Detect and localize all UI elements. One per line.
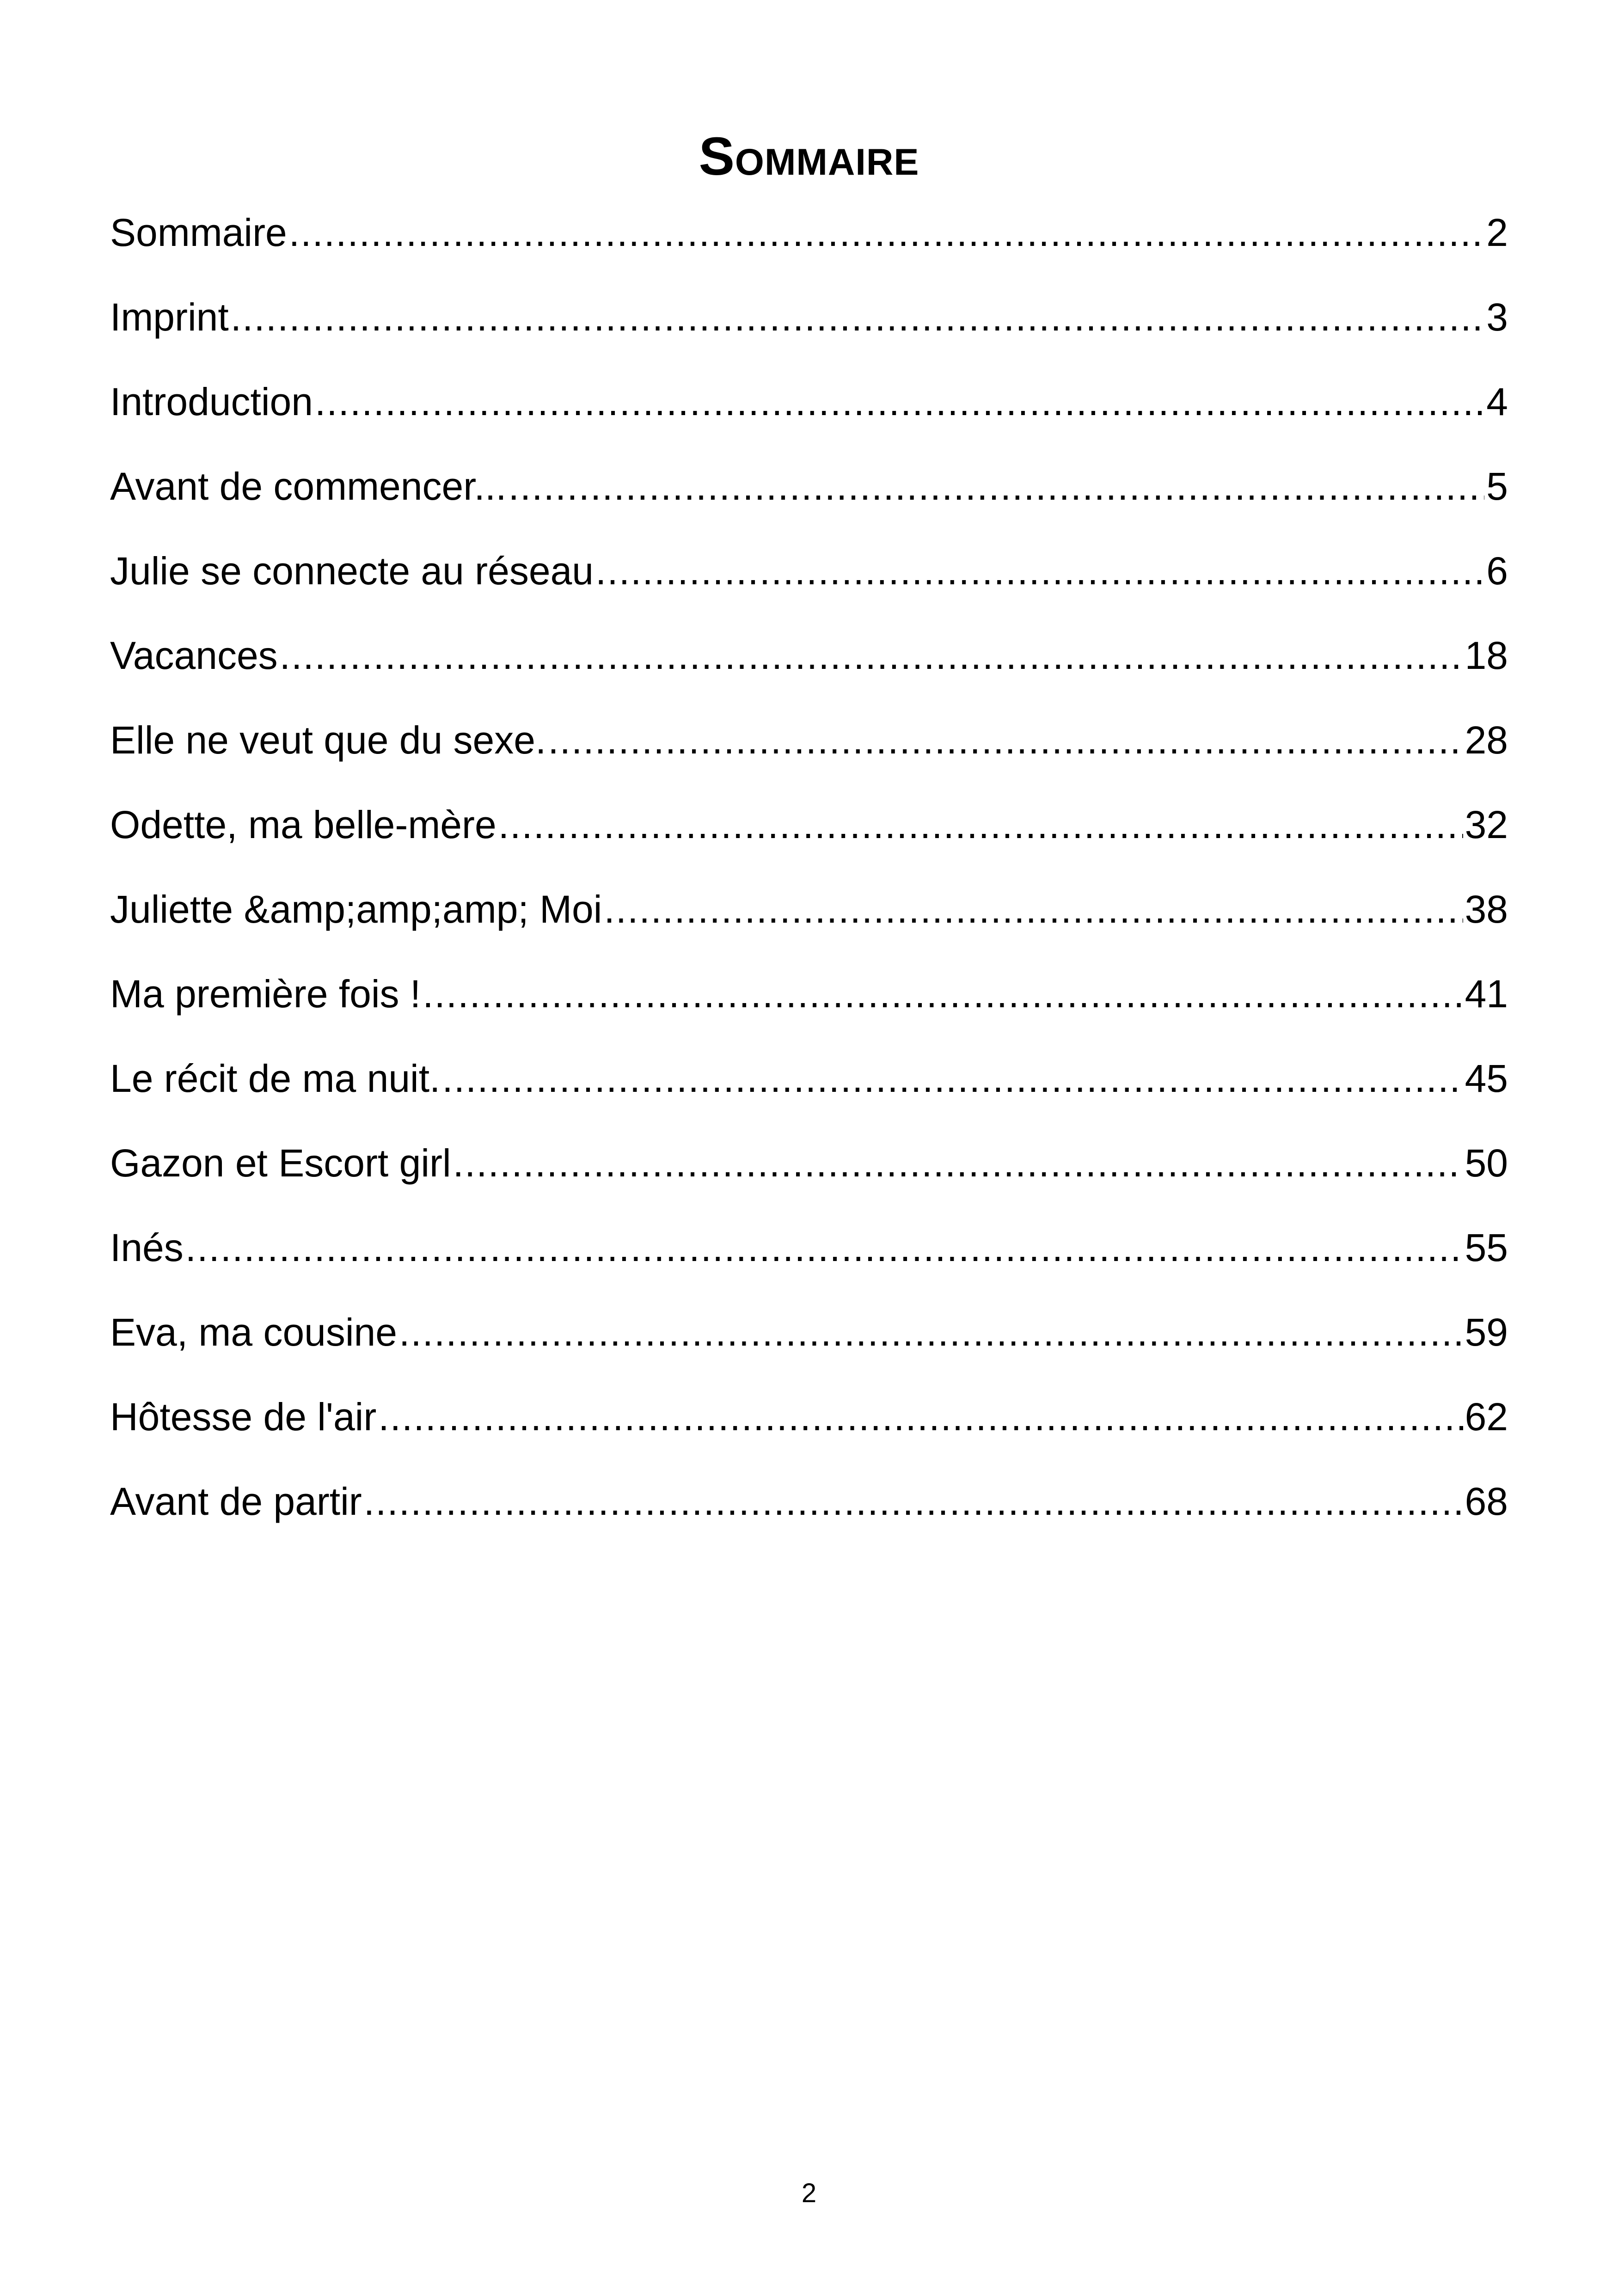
- toc-dot-leader: [364, 1471, 1463, 1531]
- toc-entry[interactable]: [110, 541, 1508, 625]
- toc-entry-page: 41: [1465, 972, 1508, 1016]
- toc-entry-page: 32: [1465, 803, 1508, 846]
- toc-dot-leader: [231, 287, 1485, 347]
- toc-dot-leader: [498, 795, 1463, 855]
- toc-entry-title: Introduction: [110, 380, 313, 423]
- toc-entry-title: Eva, ma cousine: [110, 1310, 397, 1354]
- toc-entry[interactable]: [110, 1133, 1508, 1218]
- toc-entry-page: 6: [1486, 549, 1508, 593]
- toc-entry-page: 62: [1465, 1395, 1508, 1439]
- toc-dot-leader: [453, 1133, 1463, 1193]
- toc-entry[interactable]: [110, 202, 1508, 287]
- toc-entry[interactable]: [110, 879, 1508, 964]
- toc-entry-title: Juliette &amp;amp;amp; Moi: [110, 888, 602, 931]
- toc-entry[interactable]: [110, 1218, 1508, 1302]
- toc-entry-title: Avant de partir: [110, 1480, 362, 1523]
- page-number: 2: [801, 2178, 817, 2208]
- toc-entry-title: Imprint: [110, 295, 229, 339]
- toc-entry-page: 3: [1486, 295, 1508, 339]
- toc-dot-leader: [289, 202, 1485, 263]
- toc-dot-leader: [604, 879, 1463, 939]
- toc-dot-leader: [509, 456, 1485, 516]
- toc-dot-leader: [378, 1387, 1463, 1447]
- toc-entry-page: 18: [1465, 634, 1508, 677]
- toc-entry-page: 28: [1465, 718, 1508, 762]
- toc-entry-title: Le récit de ma nuit.: [110, 1057, 441, 1100]
- toc-entry-title: Sommaire: [110, 211, 287, 254]
- toc-entry[interactable]: [110, 1302, 1508, 1387]
- toc-dot-leader: [595, 541, 1484, 601]
- toc-entry[interactable]: [110, 372, 1508, 456]
- toc-dot-leader: [423, 964, 1463, 1024]
- toc-entry-page: 68: [1465, 1480, 1508, 1523]
- toc-entry[interactable]: [110, 710, 1508, 795]
- toc-entry-title: Elle ne veut que du sexe.: [110, 718, 546, 762]
- page-title: Sommaire: [699, 126, 919, 186]
- toc-dot-leader: [399, 1302, 1463, 1362]
- toc-entry-title: Gazon et Escort girl: [110, 1141, 451, 1185]
- toc-entry-title: Avant de commencer...: [110, 465, 507, 508]
- toc-entry-page: 55: [1465, 1226, 1508, 1269]
- toc-entry-title: Odette, ma belle-mère: [110, 803, 496, 846]
- toc-entry[interactable]: [110, 964, 1508, 1048]
- toc-entry-page: 50: [1465, 1141, 1508, 1185]
- toc-entry-page: 5: [1486, 465, 1508, 508]
- toc-entry-page: 38: [1465, 888, 1508, 931]
- toc-entry-title: Vacances: [110, 634, 278, 677]
- toc-entry[interactable]: [110, 1048, 1508, 1133]
- toc-entry[interactable]: [110, 456, 1508, 541]
- toc-entry[interactable]: [110, 1387, 1508, 1471]
- toc-dot-leader: [280, 625, 1463, 686]
- table-of-contents: [110, 202, 1508, 1556]
- toc-entry[interactable]: [110, 1471, 1508, 1556]
- toc-entry-title: Inés: [110, 1226, 184, 1269]
- toc-entry-page: 45: [1465, 1057, 1508, 1100]
- toc-entry-page: 59: [1465, 1310, 1508, 1354]
- toc-dot-leader: [185, 1218, 1463, 1278]
- toc-entry-page: 2: [1486, 211, 1508, 254]
- toc-entry-title: Ma première fois !: [110, 972, 421, 1016]
- toc-entry-title: Hôtesse de l'air: [110, 1395, 377, 1439]
- toc-entry[interactable]: [110, 795, 1508, 879]
- toc-dot-leader: [548, 710, 1463, 770]
- toc-entry[interactable]: [110, 625, 1508, 710]
- toc-entry[interactable]: [110, 287, 1508, 372]
- toc-entry-title: Julie se connecte au réseau: [110, 549, 594, 593]
- toc-dot-leader: [315, 372, 1484, 432]
- toc-dot-leader: [442, 1048, 1463, 1108]
- toc-entry-page: 4: [1486, 380, 1508, 423]
